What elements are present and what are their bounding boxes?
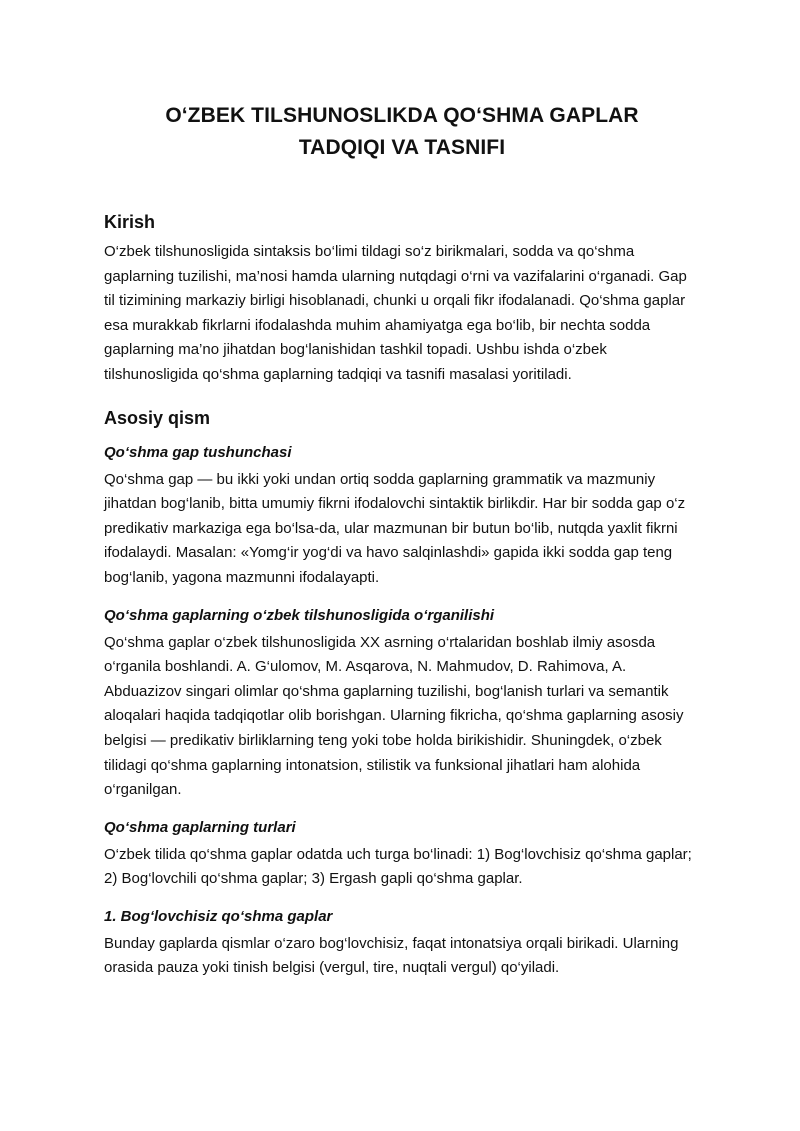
title-line-1: O‘ZBEK TILSHUNOSLIKDA QO‘SHMA GAPLAR [165,104,639,127]
subsection-heading: Qo‘shma gaplarning o‘zbek tilshunosligida o‘rganilishi [104,606,495,624]
document-page [104,100,700,981]
section-heading-intro: Kirish [104,212,156,232]
subsection-paragraph: Qo‘shma gaplar o‘zbek tilshunosligida XX asrning o‘rtalaridan boshlab ilmiy asosda o‘rganila boshlandi. A. G‘ulomov, M. Asqarova, N. Mahmudov, D. Rahimova, A. Abduazizov singari olimlar qo‘shma gaplarning tuzilishi, bog‘lanish turlari va semantik aloqalari haqida tadqiqotlar olib borishgan. Ularning fikricha, qo‘shma gaplarning asosiy belgisi — predikativ birliklarning teng yoki tobe holda birikishidir. Shuningdek, o‘zbek tilidagi qo‘shma gaplarning intonatsion, stilistik va funksional jihatlari ham alohida o‘rganilgan. [104,633,684,799]
subsection-paragraph: Qo‘shma gap — bu ikki yoki undan ortiq sodda gaplarning grammatik va mazmuniy jihatdan bog‘lanib, bitta umumiy fikrni ifodalovchi sintaktik birlikdir. Har bir sodda gap o‘z predikativ markaziga ega bo‘lsa-da, ular mazmunan bir butun bo‘lib, nutqda yaxlit fikrni ifodalaydi. Masalan: «Yomg‘ir yog‘di va havo salqinlashdi» gapida ikki sodda gap teng bog‘lanib, yagona mazmunni ifodalayapti. [104,470,686,586]
subsection-paragraph: O‘zbek tilida qo‘shma gaplar odatda uch turga bo‘linadi: 1) Bog‘lovchisiz qo‘shma gaplar; 2) Bog‘lovchili qo‘shma gaplar; 3) Ergash gapli qo‘shma gaplar. [104,845,692,888]
section-heading-main: Asosiy qism [104,407,211,428]
subsection-heading: Qo‘shma gap tushunchasi [104,443,292,461]
document-title [104,100,700,164]
subsection-paragraph: Bunday gaplarda qismlar o‘zaro bog‘lovchisiz, faqat intonatsiya orqali birikadi. Ularning orasida pauza yoki tinish belgisi (vergul, tire, nuqtali vergul) qo‘yiladi. [104,934,679,977]
intro-paragraph: O‘zbek tilshunosligida sintaksis bo‘limi tildagi so‘z birikmalari, sodda va qo‘shma gaplarning tuzilishi, ma’nosi hamda ularning nutqdagi o‘rni va vazifalarini o‘rganadi. Gap til tizimining markaziy birligi hisoblanadi, chunki u orqali fikr ifodalanadi. Qo‘shma gaplar esa murakkab fikrlarni ifodalashda muhim ahamiyatga ega bo‘lib, bir nechta sodda gaplarning ma’no jihatdan bog‘lanishidan tashkil topadi. Ushbu ishda o‘zbek tilshunosligida qo‘shma gaplarning tadqiqi va tasnifi masalasi yoritiladi. [104,243,687,383]
subsection-heading: 1. Bog‘lovchisiz qo‘shma gaplar [104,907,333,925]
title-line-2: TADQIQI VA TASNIFI [298,136,506,159]
subsection-heading: Qo‘shma gaplarning turlari [104,818,296,836]
